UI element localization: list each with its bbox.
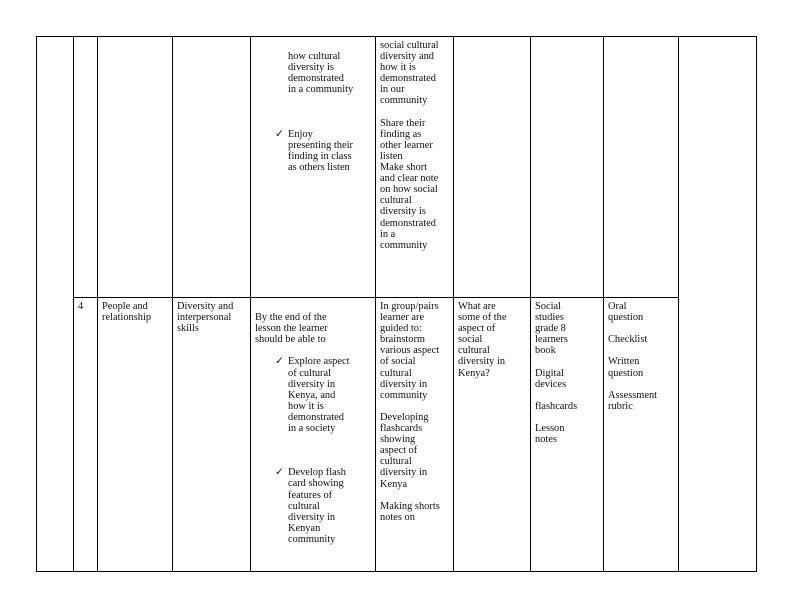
remarks-cell [679, 37, 757, 572]
sub-strand-cell: Diversity and interpersonal skills [173, 298, 251, 572]
resources-cell [531, 37, 604, 298]
objectives-cell [251, 298, 376, 572]
objective-intro: By the end of the lesson the learner should be able to [255, 312, 328, 346]
strand-cell [98, 37, 173, 298]
activities-cell: In group/pairs learner are guided to: brainstorm various aspect of social cultural diversity in community Developing flashcards showing aspect of cultural diversity in Kenya Making shorts notes on [376, 298, 454, 572]
objective-bullet [275, 129, 371, 173]
check-icon: ✓ [275, 356, 284, 368]
week-cell [37, 37, 74, 572]
sub-strand-cell [173, 37, 251, 298]
inquiry-cell: What are some of the aspect of social cultural diversity in Kenya? [454, 298, 531, 572]
objectives-cell [251, 37, 376, 298]
objective-text: Develop flash card showing features of cultural diversity in Kenyan community [288, 467, 346, 545]
table-row [37, 37, 757, 298]
assessment-cell [604, 37, 679, 298]
activities-cell: social cultural diversity and how it is demonstrated in our community Share their finding as other learner listen Make short and clear note on how social cultural diversity is demonstrated in a community [376, 37, 454, 298]
check-icon: ✓ [275, 467, 284, 479]
inquiry-cell [454, 37, 531, 298]
table-row [37, 298, 757, 572]
objective-text: Enjoy presenting their finding in class as others listen [288, 128, 353, 173]
objective-bullet [275, 467, 371, 545]
objective-bullet [275, 356, 371, 434]
check-icon: ✓ [275, 128, 284, 140]
resources-cell: Social studies grade 8 learners book Digital devices flashcards Lesson notes [531, 298, 604, 572]
assessment-cell: Oral question Checklist Written question Assessment rubric [604, 298, 679, 572]
objective-text: Explore aspect of cultural diversity in Kenya, and how it is demonstrated in a society [288, 356, 350, 435]
lesson-plan-table [36, 36, 757, 572]
lesson-cell [74, 37, 98, 298]
objective-continuation: how cultural diversity is demonstrated in a community [288, 51, 354, 96]
lesson-cell: 4 [74, 298, 98, 572]
strand-cell: People and relationship [98, 298, 173, 572]
